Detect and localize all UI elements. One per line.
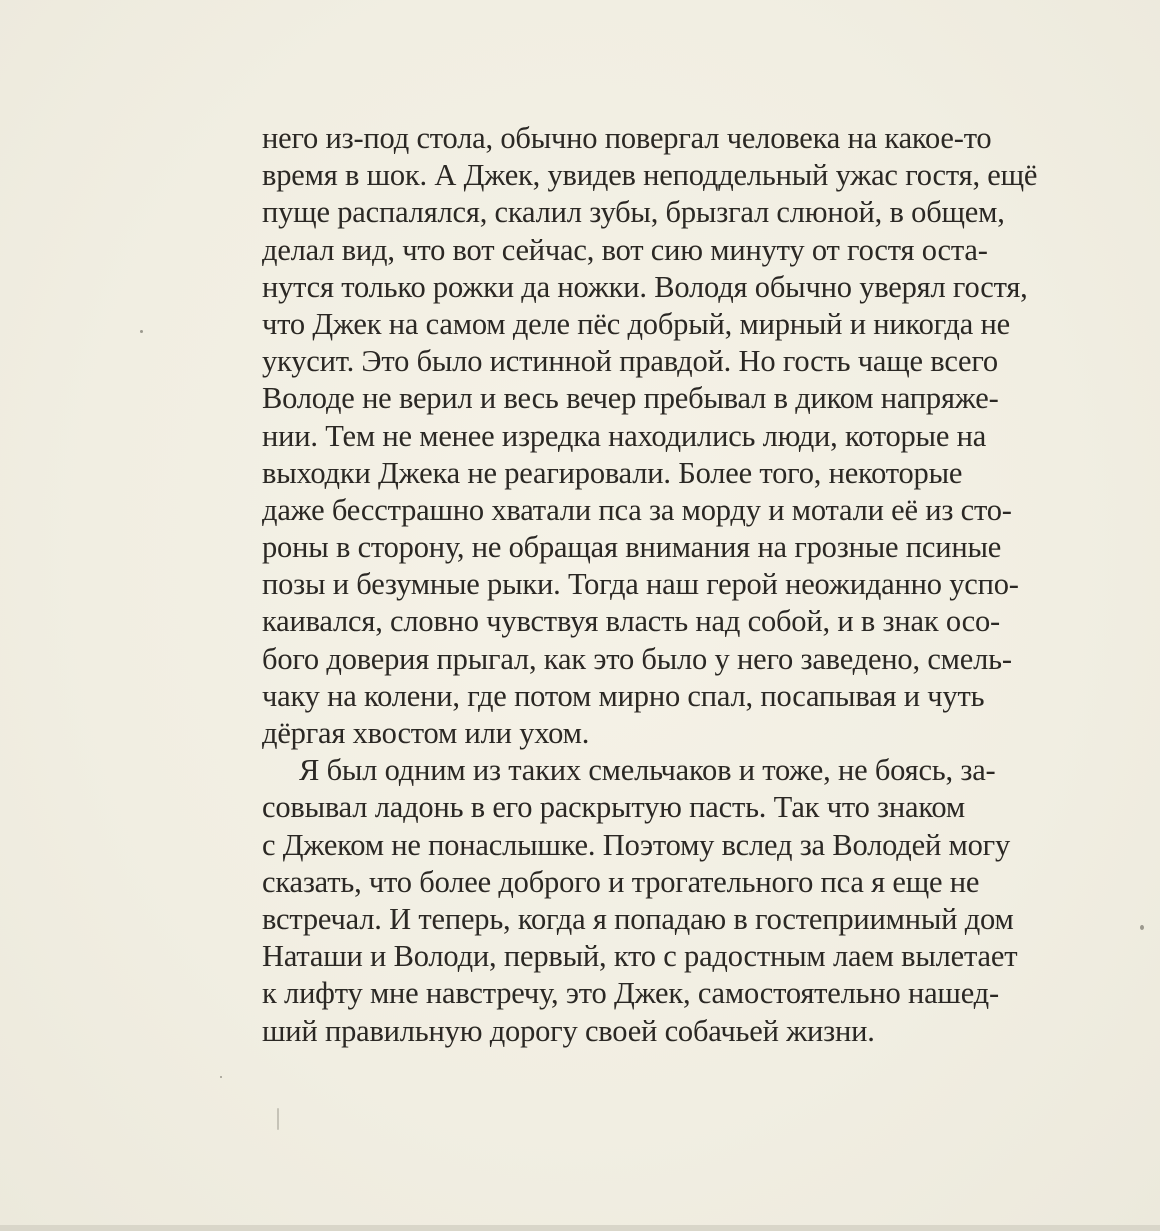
text-line: совывал ладонь в его раскрытую пасть. Так что знаком <box>262 790 965 825</box>
text-line: ший правильную дорогу своей собачьей жизни. <box>262 1013 875 1048</box>
text-line: него из-под стола, обычно повергал человека на какое-то <box>262 121 992 155</box>
body-text <box>262 120 1092 1087</box>
paragraph-1 <box>262 120 1092 752</box>
paper-speck <box>220 1076 222 1078</box>
text-line: дёргая хвостом или ухом. <box>262 716 590 750</box>
text-line: к лифту мне навстречу, это Джек, самостоятельно нашед- <box>262 976 999 1011</box>
text-line: каивался, словно чувствуя власть над собой, и в знак осо- <box>262 604 1001 639</box>
paper-speck <box>140 330 143 333</box>
text-line: с Джеком не понаслышке. Поэтому вслед за Володей могу <box>262 827 1011 862</box>
text-line: что Джек на самом деле пёс добрый, мирный и никогда не <box>262 306 1010 341</box>
paragraph-2 <box>262 752 1092 1087</box>
page-bottom-edge <box>0 1225 1160 1231</box>
text-line: чаку на колени, где потом мирно спал, посапывая и чуть <box>262 678 985 713</box>
paper-speck <box>1140 925 1144 930</box>
text-line: пуще распалялся, скалил зубы, брызгал слюной, в общем, <box>262 195 1005 230</box>
text-line: время в шок. А Джек, увидев неподдельный ужас гостя, ещё <box>262 158 1038 193</box>
text-line: Я был одним из таких смельчаков и тоже, не боясь, за- <box>299 753 996 788</box>
paper-speck <box>277 1108 279 1130</box>
text-line: позы и безумные рыки. Тогда наш герой неожиданно успо- <box>262 567 1019 602</box>
text-line: делал вид, что вот сейчас, вот сию минуту от гостя оста- <box>262 232 988 267</box>
text-line: встречал. И теперь, когда я попадаю в гостеприимный дом <box>262 901 1014 936</box>
text-line: роны в сторону, не обращая внимания на грозные псиные <box>262 530 1002 565</box>
text-line: нутся только рожки да ножки. Володя обычно уверял гостя, <box>262 269 1028 304</box>
text-line: бого доверия прыгал, как это было у него заведено, смель- <box>262 641 1012 676</box>
text-line: сказать, что более доброго и трогательного пса я еще не <box>262 864 980 899</box>
text-line: Володе не верил и весь вечер пребывал в диком напряже- <box>262 381 999 416</box>
text-line: укусит. Это было истинной правдой. Но гость чаще всего <box>262 344 998 379</box>
text-line: Наташи и Володи, первый, кто с радостным лаем вылетает <box>262 939 1018 974</box>
text-line <box>262 1050 1092 1087</box>
text-line: даже бесстрашно хватали пса за морду и мотали её из сто- <box>262 492 1012 527</box>
text-line: нии. Тем не менее изредка находились люди, которые на <box>262 418 987 453</box>
text-line: выходки Джека не реагировали. Более того, некоторые <box>262 455 963 490</box>
